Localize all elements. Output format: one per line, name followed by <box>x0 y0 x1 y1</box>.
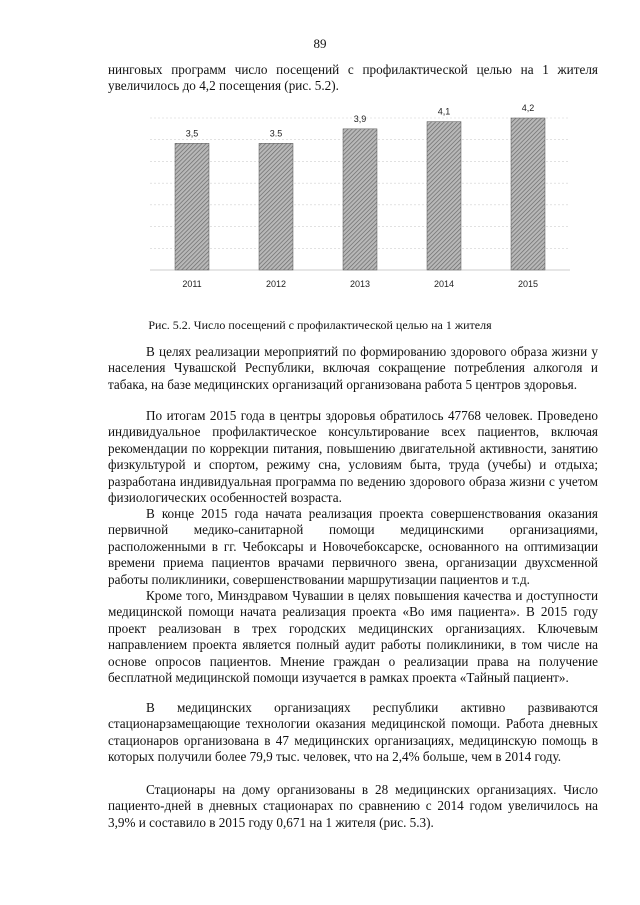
x-tick-2015: 2015 <box>517 279 539 289</box>
value-label-2012: 3.5 <box>269 128 283 139</box>
paragraph-day-hospitals: В медицинских организациях республики активно развиваются стационарзамещающие технологии оказания медицинской помощи. Работа дневных стационаров организована в 47 медицинских организациях, медицинскую помощь в которых получили более 79,9 тыс. человек, что на 2,4% больше, чем в 2014 году. <box>108 700 598 765</box>
paragraph-patient-project: Кроме того, Минздравом Чувашии в целях повышения качества и доступности медицинской помощи начата реализация проекта «Во имя пациента». В 2015 году проект реализован в трех городских медицинских организациях. Ключевым направлением проекта является полный аудит работы поликлиники, в том числе на основе опросов пациентов. Мнение граждан о реализации права на получение бесплатной медицинской помощи изучается в рамках проекта «Тайный пациент». <box>108 588 598 686</box>
bar-2014 <box>427 122 461 270</box>
x-tick-2012: 2012 <box>265 279 287 289</box>
x-tick-labels <box>182 279 538 289</box>
value-label-2015: 4,2 <box>521 103 535 113</box>
figure-caption: Рис. 5.2. Число посещений с профилактической целью на 1 жителя <box>148 318 492 332</box>
x-tick-2014: 2014 <box>433 279 455 289</box>
intro-paragraph: нинговых программ число посещений с профилактической целью на 1 жителя увеличилось до 4,2 посещения (рис. 5.2). <box>108 62 598 94</box>
x-tick-2013: 2013 <box>349 279 371 289</box>
page-number: 89 <box>313 36 327 51</box>
bar-2013 <box>343 129 377 270</box>
value-label-2014: 4,1 <box>437 106 451 117</box>
x-tick-2011: 2011 <box>182 279 202 289</box>
bar-2011 <box>175 143 209 270</box>
bar-chart <box>130 92 580 297</box>
bar-2015 <box>511 118 545 270</box>
paragraph-consultations: По итогам 2015 года в центры здоровья обратилось 47768 человек. Проведено индивидуальное профилактическое консультирование всех пациентов, включая рекомендации по коррекции питания, повышению двигательной активности, занятию физкультурой и спортом, режиму сна, условиям быта, труда (учебы) и отдыха; разработана индивидуальная программа по ведению здорового образа жизни с учетом физиологических особенностей возраста. <box>108 408 598 506</box>
value-label-2013: 3,9 <box>353 113 367 124</box>
paragraph-primary-care-project: В конце 2015 года начата реализация проекта совершенствования оказания первичной медико-санитарной помощи медицинскими организациями, расположенными в гг. Чебоксары и Новочебоксарске, основанного на оптимизации времени приема пациентов врачами первичного звена, организации двухсменной работы поликлиники, совершенствовании маршрутизации пациентов и т.д. <box>108 506 598 587</box>
paragraph-health-centers: В целях реализации мероприятий по формированию здорового образа жизни у населения Чувашской Республики, включая сокращение потребления алкоголя и табака, на базе медицинских организаций организована работа 5 центров здоровья. <box>108 344 598 392</box>
bar-2012 <box>259 143 293 270</box>
value-label-2011: 3,5 <box>185 128 199 139</box>
paragraph-home-hospitals: Стационары на дому организованы в 28 медицинских организациях. Число пациенто-дней в дневных стационарах по сравнению с 2014 годом увеличилось на 3,9% и составило в 2015 году 0,671 на 1 жителя (рис. 5.3). <box>108 782 598 830</box>
bars <box>175 118 545 270</box>
